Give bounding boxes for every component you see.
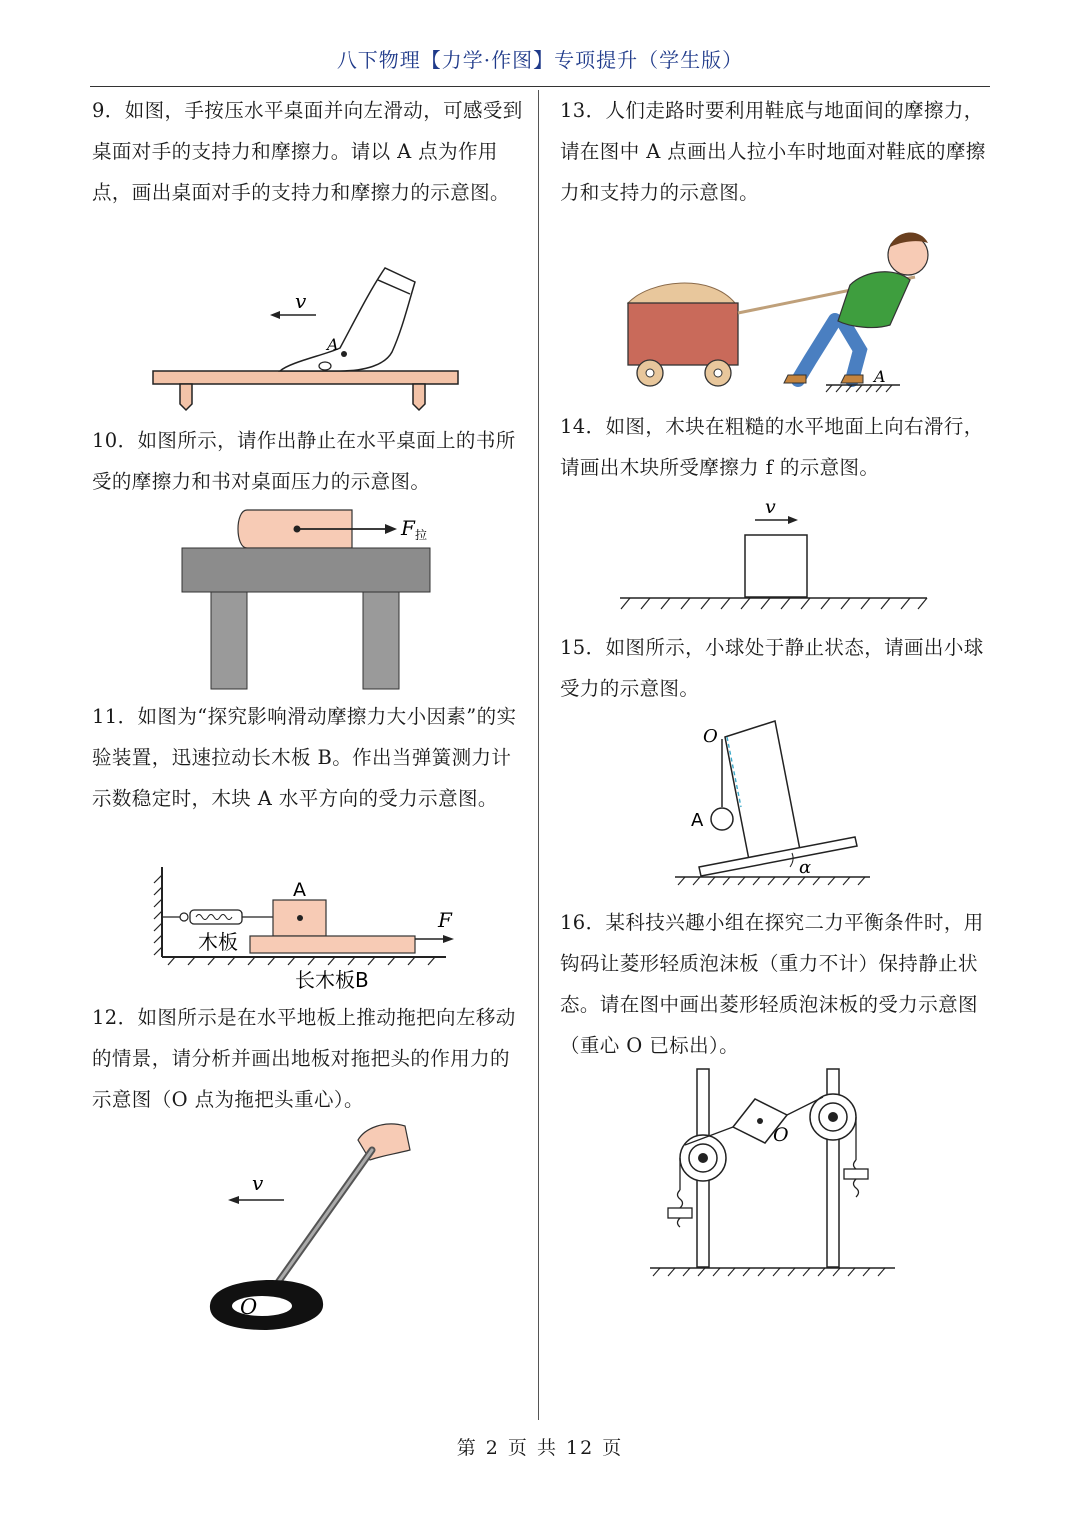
fingertip [319, 362, 331, 370]
figure-14-block-on-ground [615, 495, 935, 620]
label-o: O [240, 1295, 258, 1319]
velocity-arrowhead [228, 1196, 239, 1204]
label-a: A [293, 879, 306, 901]
label-f: F [401, 516, 415, 540]
header-divider [90, 86, 990, 87]
question-14: 14．如图，木块在粗糙的水平地面上向右滑行，请画出木块所受摩擦力 f 的示意图。 [560, 415, 984, 479]
desk-top [182, 548, 430, 592]
hook-right [854, 1160, 857, 1169]
ball-a [711, 808, 733, 830]
pull-force-arrowhead [385, 524, 397, 534]
desk-leg-left [211, 592, 247, 689]
pull-arrowhead [443, 935, 454, 943]
figure-12-mop [200, 1120, 415, 1340]
label-a: A [327, 335, 339, 354]
block-a-dot [297, 915, 303, 921]
question-12: 12．如图所示是在水平地板上推动拖把向左移动的情景，请分析并画出地板对拖把头的作用力的示意图（O 点为拖把头重心）。 [92, 1006, 516, 1111]
figure-16-rhombus-board-pulleys [645, 1065, 905, 1290]
weight-right [844, 1169, 868, 1179]
page-footer: 第 2 页 共 12 页 [456, 1437, 624, 1459]
label-a: A [874, 367, 886, 386]
question-9: 9．如图，手按压水平桌面并向左滑动，可感受到桌面对手的支持力和摩擦力。请以 A 点为作用点，画出桌面对手的支持力和摩擦力的示意图。 [92, 99, 523, 204]
label-board: 木板 [198, 930, 238, 954]
point-a-dot [341, 351, 347, 357]
figure-10-book-on-desk [175, 505, 475, 690]
cart-load [628, 283, 735, 303]
boy-shirt [838, 272, 910, 328]
spring-hook [180, 913, 188, 921]
figure-11-friction-experiment [150, 865, 470, 995]
label-a: A [691, 810, 704, 831]
long-board-b [250, 936, 415, 953]
center-o-dot [757, 1118, 763, 1124]
label-v: v [252, 1171, 264, 1195]
question-16: 16．某科技兴趣小组在探究二力平衡条件时，用钩码让菱形轻质泡沫板（重力不计）保持静止状态。请在图中画出菱形轻质泡沫板的受力示意图（重心 O 已标出）。 [560, 911, 984, 1057]
hand-shape [280, 268, 415, 371]
boy-shoe-right [841, 375, 863, 383]
question-11: 11．如图为“探究影响滑动摩擦力大小因素”的实验装置，迅速拉动长木板 B。作出当弹簧测力计示数稳定时，木块 A 水平方向的受力示意图。 [92, 705, 517, 810]
label-alpha: α [799, 857, 812, 878]
velocity-arrowhead [788, 516, 798, 524]
cart-body [628, 303, 738, 365]
label-o: O [773, 1124, 789, 1146]
weight-left [668, 1208, 692, 1218]
table-leg-left [180, 384, 192, 410]
incline-block [725, 721, 800, 865]
label-v: v [295, 289, 307, 313]
label-v: v [765, 496, 776, 518]
desk-leg-right [363, 592, 399, 689]
figure-13-boy-pulling-cart [620, 225, 945, 395]
figure-15-ball-on-incline [675, 715, 875, 890]
question-13: 13．人们走路时要利用鞋底与地面间的摩擦力，请在图中 A 点画出人拉小车时地面对鞋底的摩擦力和支持力的示意图。 [560, 99, 986, 204]
velocity-arrowhead [270, 311, 280, 319]
question-10: 10．如图所示，请作出静止在水平桌面上的书所受的摩擦力和书对桌面压力的示意图。 [92, 429, 516, 493]
wooden-block [745, 535, 807, 597]
hook-left [678, 1190, 683, 1208]
figure-9-hand-on-table [140, 260, 470, 415]
boy-shoe-left [784, 375, 806, 383]
spring-scale [190, 910, 242, 924]
page-header-title: 八下物理【力学·作图】专项提升（学生版） [336, 48, 744, 72]
label-long-board: 长木板B [295, 968, 369, 992]
boy-legs [798, 320, 860, 380]
label-f-sub: 拉 [415, 528, 428, 542]
label-o: O [703, 726, 718, 747]
label-f: F [438, 908, 452, 932]
table-top [153, 371, 458, 384]
table-leg-right [413, 384, 425, 410]
column-divider [538, 90, 539, 1420]
question-15: 15．如图所示，小球处于静止状态，请画出小球受力的示意图。 [560, 636, 984, 700]
